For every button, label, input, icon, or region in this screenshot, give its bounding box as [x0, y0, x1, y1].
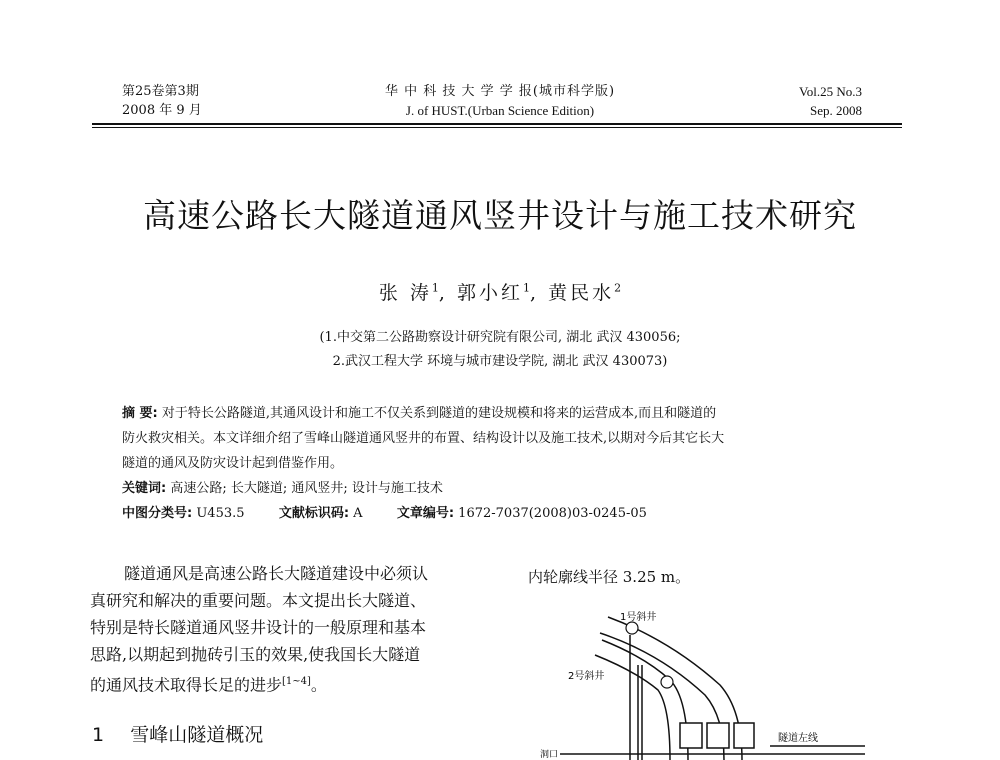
paragraph-line: 隧道通风是高速公路长大隧道建设中必须认 — [124, 564, 429, 583]
author-affil-mark: 1 — [431, 281, 439, 295]
author-affil-mark: 2 — [614, 281, 622, 295]
paragraph-line: 思路,以期起到抛砖引玉的效果,使我国长大隧道 — [90, 645, 421, 664]
author-name: 张 涛 — [378, 282, 432, 304]
label-shaft-1: 1号斜井 — [620, 612, 657, 623]
abstract-line: 对于特长公路隧道,其通风设计和施工不仅关系到隧道的建设规模和将来的运营成本,而且和隧道的 — [161, 406, 717, 421]
abstract-line: 防火救灾相关。本文详细介绍了雪峰山隧道通风竖井的布置、结构设计以及施工技术,以期对今后其它长大 — [122, 431, 725, 446]
paper-title: 高速公路长大隧道通风竖井设计与施工技术研究 — [143, 196, 857, 235]
journal-date-en: Sep. 2008 — [810, 103, 862, 118]
shaft-layout-figure — [520, 595, 880, 760]
journal-name: 华 中 科 技 大 学 学 报(城市科学版) — [384, 84, 616, 99]
author-affil-mark: 1 — [523, 281, 531, 295]
paragraph-line: 的通风技术取得长足的进步 — [90, 675, 283, 695]
chamber-box — [707, 723, 729, 748]
paragraph-line: 真研究和解决的重要问题。本文提出长大隧道、 — [90, 591, 427, 610]
author-list: 张 涛$^1$, 郭小红$^1$, 黄民水$^2$ — [378, 281, 622, 304]
affiliation-line: 2.武汉工程大学 环境与城市建设学院, 湖北 武汉 430073) — [332, 354, 668, 369]
journal-volume: 第25卷第3期 — [122, 84, 199, 99]
keywords-label: 关键词: — [122, 481, 167, 496]
author-name: 郭小红 — [457, 282, 524, 304]
affiliation-line: (1.中交第二公路勘察设计研究院有限公司, 湖北 武汉 430056; — [319, 330, 681, 345]
abstract-label: 摘 要: — [122, 406, 158, 421]
journal-name-en: J. of HUST.(Urban Science Edition) — [405, 103, 595, 118]
label-portal: 洞口 — [540, 750, 559, 760]
header-rule-thin — [92, 127, 902, 128]
shaft-2-joint — [661, 676, 673, 688]
journal-vol-en: Vol.25 No.3 — [799, 84, 862, 99]
header-rule — [92, 123, 902, 125]
label-tunnel-left: 隧道左线 — [778, 733, 818, 744]
doc-code-label: 文献标识码: — [278, 506, 350, 521]
shaft-1-joint — [626, 622, 638, 634]
keywords-text: 高速公路; 长大隧道; 通风竖井; 设计与施工技术 — [170, 481, 443, 496]
clc-label: 中图分类号: — [122, 506, 193, 521]
clc-value: U453.5 — [196, 506, 245, 521]
paragraph-line: 特别是特长隧道通风竖井设计的一般原理和基本 — [90, 618, 427, 637]
section-heading — [92, 720, 263, 747]
author-name: 黄民水 — [548, 282, 615, 304]
journal-date: 2008 年 9 月 — [122, 103, 202, 118]
citation: [1~4] — [282, 676, 311, 687]
article-number-label: 文章编号: — [396, 506, 455, 521]
abstract-line: 隧道的通风及防灾设计起到借鉴作用。 — [122, 456, 344, 471]
article-number-value: 1672-7037(2008)03-0245-05 — [458, 506, 647, 521]
abstract — [122, 401, 862, 526]
shaft-2-outline-upper — [602, 640, 688, 760]
section-title: 雪峰山隧道概况 — [130, 724, 264, 746]
chamber-box — [680, 723, 702, 748]
label-shaft-2: 2号斜井 — [568, 671, 605, 682]
right-column-text: 内轮廓线半径 3.25 m。 — [528, 568, 691, 586]
section-number: 1 — [92, 724, 105, 746]
intro-paragraph: 隧道通风是高速公路长大隧道建设中必须认 真研究和解决的重要问题。本文提出长大隧道、 特别是特长隧道通风竖井设计的一般原理和基本 思路,以期起到抛砖引玉的效果,使我国长大隧道 的通风技术取得长足的进步[1~4]。 — [90, 560, 472, 698]
doc-code-value: A — [353, 506, 363, 521]
chamber-box — [734, 723, 754, 748]
